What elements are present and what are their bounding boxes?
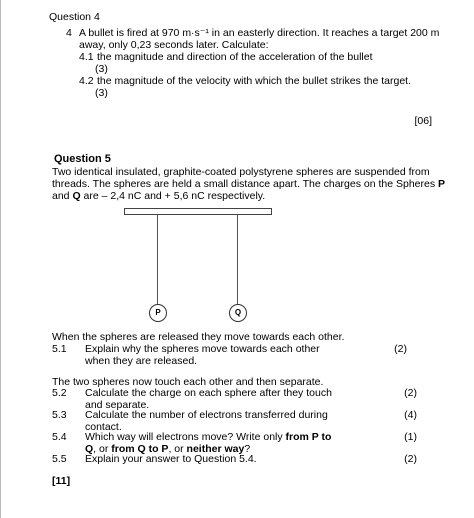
question-5-2-marks: (2) <box>404 387 417 399</box>
question-5-1-number: 5.1 <box>52 343 67 355</box>
page-left-border <box>0 0 1 518</box>
released-text: When the spheres are released they move towards each other. <box>52 331 345 343</box>
question-4-number: 4 <box>66 27 72 39</box>
question-5-3-number: 5.3 <box>52 409 67 421</box>
question-4-title: Question 4 <box>49 11 100 23</box>
question-4-1-text: the magnitude and direction of the acceleration of the bullet <box>97 51 373 63</box>
question-5-5-marks: (2) <box>404 453 417 465</box>
sphere-p: P <box>149 304 167 322</box>
question-5-3-line-2: contact. <box>85 421 122 433</box>
question-5-3-line-1: Calculate the number of electrons transferred during <box>85 409 328 421</box>
question-5-title: Question 5 <box>54 153 111 165</box>
question-5-2-line-1: Calculate the charge on each sphere after they touch <box>85 387 332 399</box>
support-rod <box>124 208 272 215</box>
sphere-q: Q <box>229 304 247 322</box>
touch-text: The two spheres now touch each other and then separate. <box>52 376 324 388</box>
question-5-intro-line-3: and Q are – 2,4 nC and + 5,6 nC respectively. <box>52 190 266 202</box>
question-4-total: [06] <box>414 115 432 127</box>
question-5-4-number: 5.4 <box>52 431 67 443</box>
question-5-3-marks: (4) <box>404 409 417 421</box>
thread-q <box>237 215 238 305</box>
question-4-line-1: A bullet is fired at 970 m·s⁻¹ in an easterly direction. It reaches a target 200 m <box>79 27 440 39</box>
question-5-4-line-2: Q, or from Q to P, or neither way? <box>85 443 251 455</box>
question-5-2-line-2: and separate. <box>85 399 150 411</box>
question-5-total: [11] <box>52 475 71 487</box>
question-5-1-marks: (2) <box>394 343 407 355</box>
question-4-2-text: the magnitude of the velocity with which the bullet strikes the target. <box>97 75 412 87</box>
question-5-intro-line-2: threads. The spheres are held a small distance apart. The charges on the Spheres P <box>52 178 446 190</box>
question-5-intro-line-1: Two identical insulated, graphite-coated polystyrene spheres are suspended from <box>52 166 430 178</box>
question-5-5-text: Explain your answer to Question 5.4. <box>85 453 257 465</box>
question-5-5-number: 5.5 <box>52 453 67 465</box>
question-5-1-line-2: when they are released. <box>85 355 198 367</box>
question-4-line-2: away, only 0,23 seconds later. Calculate: <box>79 39 269 51</box>
suspended-spheres-diagram <box>124 208 274 326</box>
question-4-2-marks: (3) <box>95 87 108 99</box>
question-4-2-number: 4.2 <box>79 75 94 87</box>
question-4-1-number: 4.1 <box>79 51 94 63</box>
thread-p <box>157 215 158 305</box>
question-5-4-line-1: Which way will electrons move? Write only from P to <box>85 431 332 443</box>
question-4-1-marks: (3) <box>95 63 108 75</box>
question-5-4-marks: (1) <box>404 431 417 443</box>
question-5-2-number: 5.2 <box>52 387 67 399</box>
question-5-1-line-1: Explain why the spheres move towards each other <box>85 343 320 355</box>
